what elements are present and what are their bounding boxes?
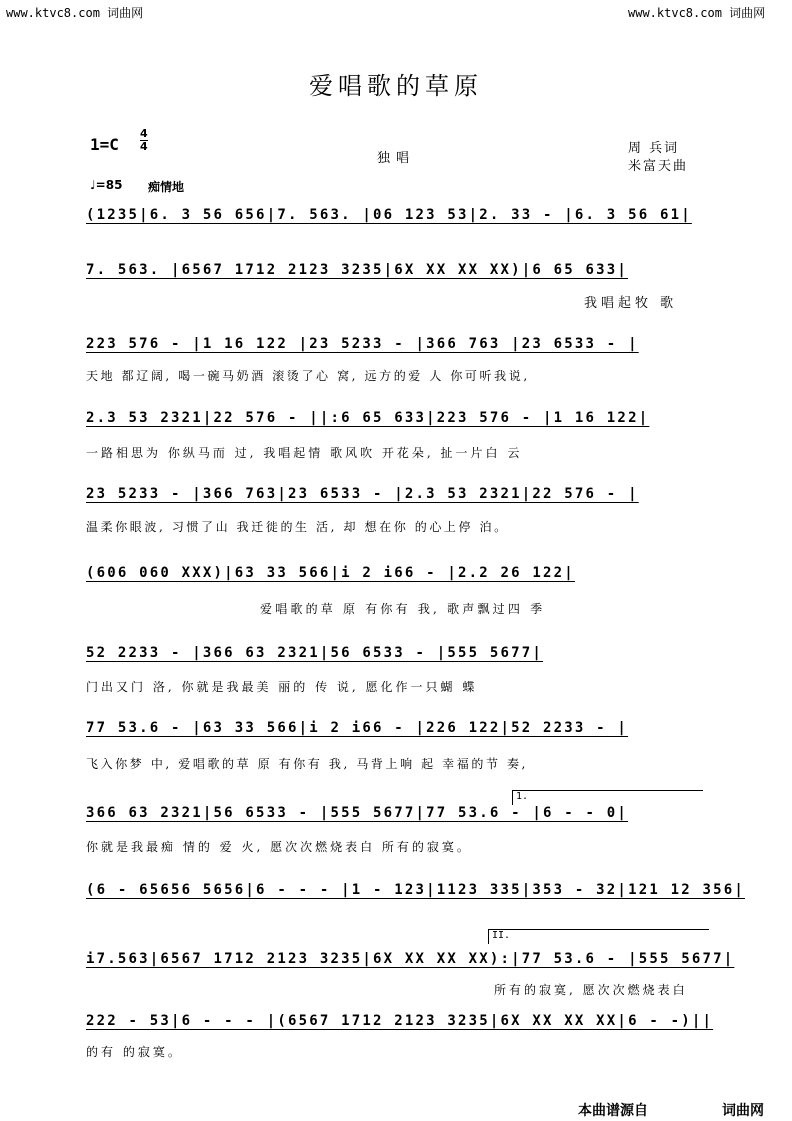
- second-ending-bracket: [488, 929, 709, 944]
- performance-type: 独唱: [377, 151, 416, 166]
- score-row-4-lyrics: 一路相思为 你纵马而 过, 我唱起情 歌风吹 开花朵, 扯一片白 云: [86, 446, 523, 460]
- score-row-2-lyrics: 我唱起牧 歌: [584, 296, 678, 311]
- key-signature: 1=C: [90, 135, 119, 154]
- score-row-9-notes: 366 63 2321|56 6533 - |555 5677|77 53.6 - |6 - - 0|: [86, 805, 629, 821]
- time-signature: [140, 128, 148, 153]
- footer-site-link[interactable]: 词曲网: [722, 1103, 764, 1119]
- tempo-marking: ♩=85: [90, 178, 123, 192]
- score-row-12-lyrics: 的有 的寂寞。: [86, 1045, 183, 1059]
- score-row-3-lyrics: 天地 都辽阔, 喝一碗马奶酒 滚烫了心 窝, 远方的爱 人 你可听我说,: [86, 369, 530, 383]
- site-watermark-left: www.ktvc8.com 词曲网: [6, 6, 144, 20]
- score-row-8-notes: 77 53.6 - |63 33 566|i 2 i66 - |226 122|52 2233 - |: [86, 720, 629, 736]
- score-row-9-lyrics: 你就是我最痴 情的 爱 火, 愿次次燃烧表白 所有的寂寞。: [86, 840, 472, 854]
- score-row-7-notes: 52 2233 - |366 63 2321|56 6533 - |555 5677|: [86, 645, 544, 661]
- score-row-1-notes: (1235|6. 3 56 656|7. 563. |06 123 53|2. 33 - |6. 3 56 61|: [86, 207, 692, 223]
- score-row-10-notes: (6 - 65656 5656|6 - - - |1 - 123|1123 335|353 - 32|121 12 356|: [86, 882, 745, 898]
- score-row-4-notes: 2.3 53 2321|22 576 - ||:6 65 633|223 576 - |1 16 122|: [86, 410, 650, 426]
- lyricist-credit: 周 兵词: [628, 141, 680, 156]
- site-watermark-right: www.ktvc8.com 词曲网: [628, 6, 766, 20]
- score-row-11-lyrics: 所有的寂寞, 愿次次燃烧表白: [494, 983, 688, 997]
- score-row-12-notes: 222 - 53|6 - - - |(6567 1712 2123 3235|6X XX XX XX|6 - -)||: [86, 1013, 714, 1029]
- score-row-6-notes: (606 060 XXX)|63 33 566|i 2 i66 - |2.2 26 122|: [86, 565, 575, 581]
- composer-credit: 米富天曲: [628, 159, 689, 174]
- score-row-7-lyrics: 门出又门 洛, 你就是我最美 丽的 传 说, 愿化作一只蝴 蝶: [86, 680, 478, 694]
- second-ending-mark: II.: [492, 930, 511, 941]
- first-ending-bracket: [512, 790, 703, 805]
- score-row-5-lyrics: 温柔你眼波, 习惯了山 我迁徙的生 活, 却 想在你 的心上停 泊。: [86, 520, 509, 534]
- score-row-2-notes: 7. 563. |6567 1712 2123 3235|6X XX XX XX)|6 65 633|: [86, 262, 629, 278]
- score-row-3-notes: 223 576 - |1 16 122 |23 5233 - |366 763 |23 6533 - |: [86, 336, 639, 352]
- score-row-11-notes: i7.563|6567 1712 2123 3235|6X XX XX XX):|77 53.6 - |555 5677|: [86, 951, 735, 967]
- score-row-8-lyrics: 飞入你梦 中, 爱唱歌的草 原 有你有 我, 马背上响 起 幸福的节 奏,: [86, 757, 528, 771]
- mood-marking: 痴情地: [148, 180, 185, 194]
- song-title: 爱唱歌的草原: [309, 72, 483, 100]
- meter-top: 4: [140, 127, 148, 140]
- score-row-5-notes: 23 5233 - |366 763|23 6533 - |2.3 53 2321|22 576 - |: [86, 486, 639, 502]
- score-row-6-lyrics: 爱唱歌的草 原 有你有 我, 歌声飘过四 季: [260, 602, 546, 616]
- footer-source-label: 本曲谱源自: [578, 1103, 648, 1119]
- meter-bottom: 4: [140, 140, 148, 153]
- first-ending-mark: 1.: [516, 791, 529, 802]
